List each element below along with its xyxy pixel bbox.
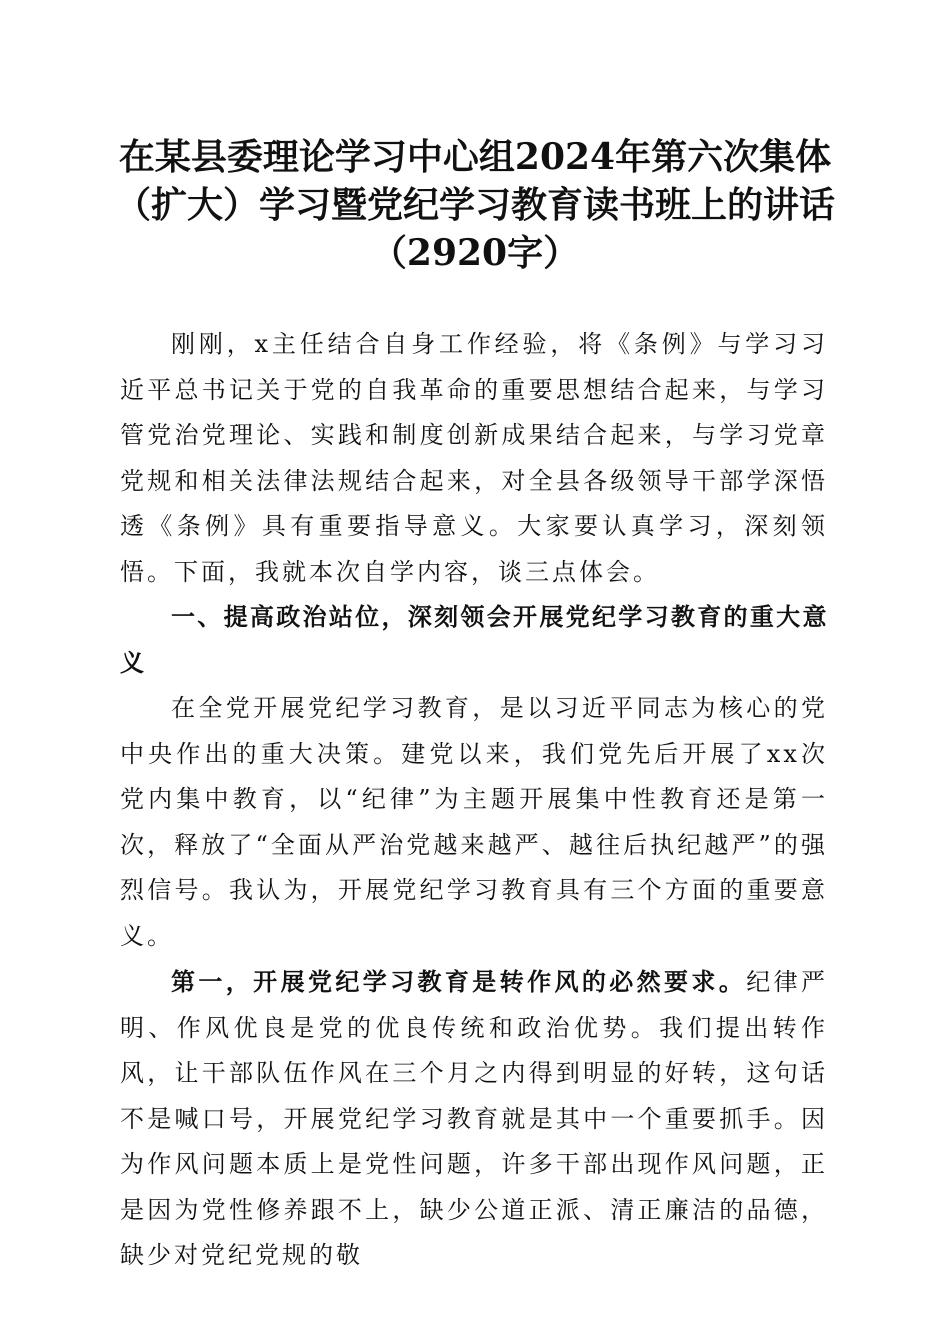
title-line-1: 在某县委理论学习中心组2024年第六次集体 xyxy=(118,136,832,178)
paragraph-section-1: 在全党开展党纪学习教育，是以习近平同志为核心的党中央作出的重大决策。建党以来，我们党先后开展了xx次党内集中教育，以“纪律”为主题开展集中性教育还是第一次，释放了“全面从严治党越来越严、越往后执纪越严”的强烈信号。我认为，开展党纪学习教育具有三个方面的重要意义。 xyxy=(120,694,828,950)
document-body xyxy=(120,322,828,1279)
paragraph-intro: 刚刚，x主任结合自身工作经验，将《条例》与学习习近平总书记关于党的自我革命的重要思想结合起来，与学习管党治党理论、实践和制度创新成果结合起来，与学习党章党规和相关法律法规结合起来，对全县各级领导干部学深悟透《条例》具有重要指导意义。大家要认真学习，深刻领悟。下面，我就本次自学内容，谈三点体会。 xyxy=(120,330,828,586)
point-one-lead: 第一，开展党纪学习教育是转作风的必然要求。 xyxy=(171,967,747,996)
paragraph-point-one xyxy=(120,959,828,1279)
title-line-3: （2920字） xyxy=(370,232,580,274)
document-title xyxy=(100,133,850,277)
section-heading-1: 一、提高政治站位，深刻领会开展党纪学习教育的重大意义 xyxy=(120,603,828,677)
point-one-text: 纪律严明、作风优良是党的优良传统和政治优势。我们提出转作风，让干部队伍作风在三个月之内得到明显的好转，这句话不是喊口号，开展党纪学习教育就是其中一个重要抓手。因为作风问题本质上是党性问题，许多干部出现作风问题，正是因为党性修养跟不上，缺少公道正派、清正廉洁的品德，缺少对党纪党规的敬 xyxy=(120,968,829,1269)
title-line-2: （扩大）学习暨党纪学习教育读书班上的讲话 xyxy=(114,184,835,226)
